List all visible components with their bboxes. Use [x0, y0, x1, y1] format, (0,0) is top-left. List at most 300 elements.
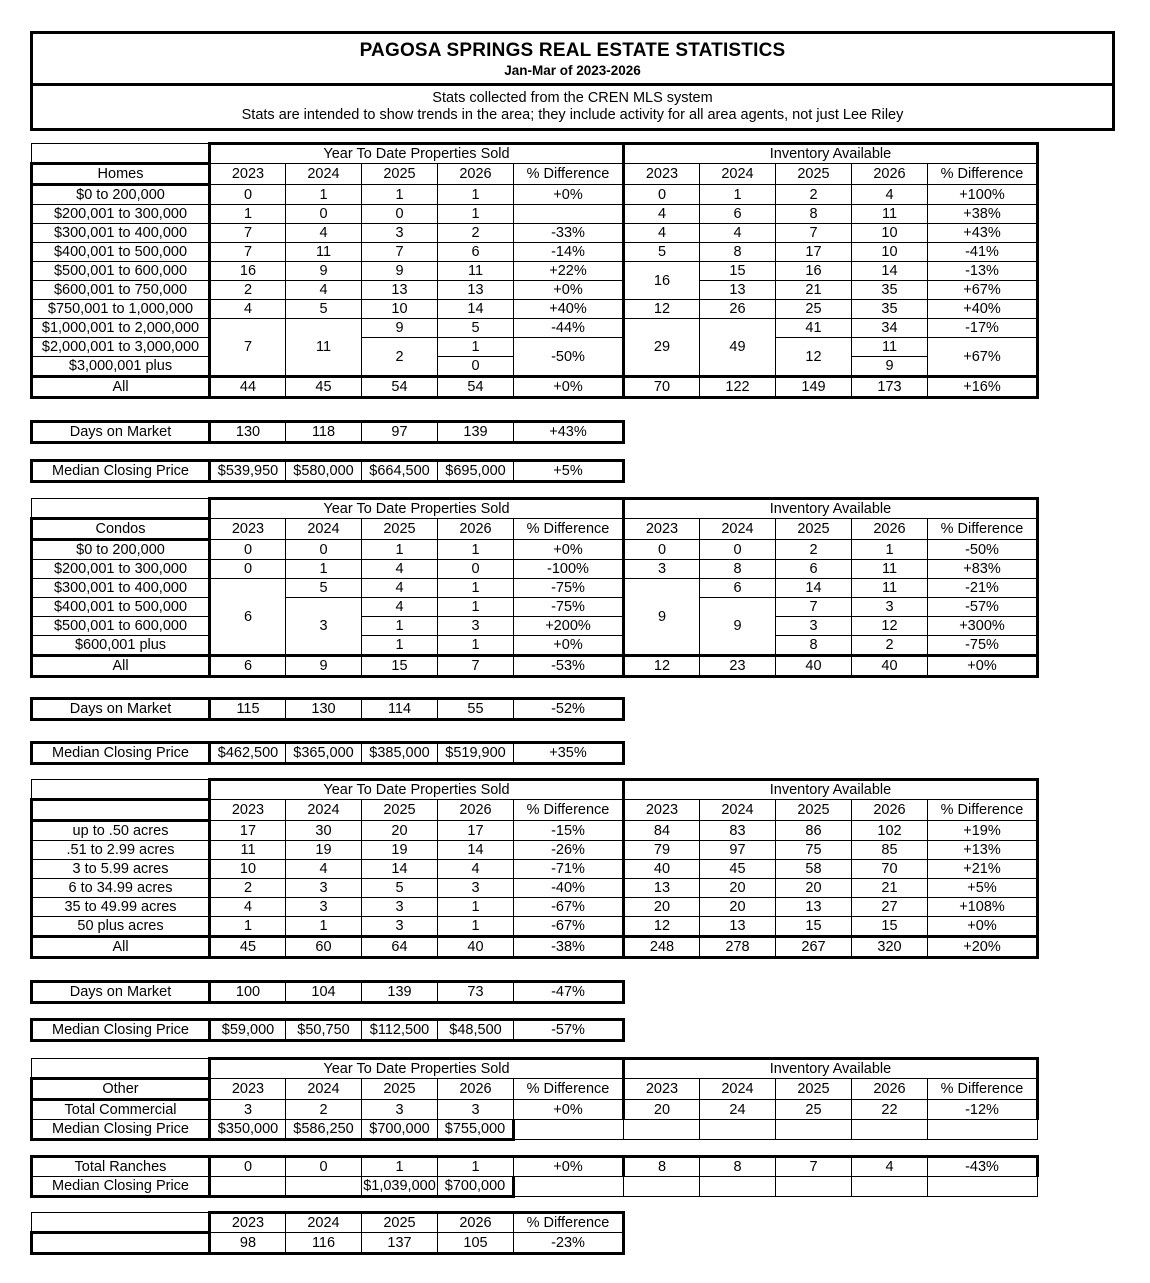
table-row [32, 422, 624, 443]
inv-2026: 4 [852, 185, 928, 205]
sold-2026: 6 [438, 243, 514, 262]
table-row [32, 300, 1038, 319]
sold-2025: 4 [362, 579, 438, 598]
inv-2023: 12 [624, 917, 700, 937]
table-row [32, 319, 1038, 338]
all-sold-2024: 9 [286, 656, 362, 677]
inv-2023-merged: 16 [624, 262, 700, 300]
inv-2026: 34 [852, 319, 928, 338]
sold-group-header: Year To Date Properties Sold [210, 499, 624, 519]
dom-2025: 97 [362, 422, 438, 443]
all-sold-pct: +0% [514, 377, 624, 398]
sold-2024: 5 [286, 300, 362, 319]
inv-2025: 7 [776, 224, 852, 243]
sold-2023: 10 [210, 860, 286, 879]
all-inv-2023: 12 [624, 656, 700, 677]
inv-2023: 20 [624, 1100, 700, 1120]
spacer-cell [928, 1120, 1038, 1140]
sold-2025: 9 [362, 319, 438, 338]
inv-2023: 0 [624, 185, 700, 205]
sold-year-2026: 2026 [438, 164, 514, 185]
sold-2023: 4 [210, 300, 286, 319]
inv-2026: 11 [852, 560, 928, 579]
row-label: up to .50 acres [32, 821, 210, 841]
table-row [32, 224, 1038, 243]
ytd-total-sales-label: YTD Total Sales [32, 1233, 210, 1254]
inv-year-2024: 2024 [700, 800, 776, 821]
inv-2024: 97 [700, 841, 776, 860]
inv-2024: 8 [700, 1157, 776, 1177]
sold-2023: 1 [210, 205, 286, 224]
sold-2024: 4 [286, 224, 362, 243]
all-sold-2026: 54 [438, 377, 514, 398]
inv-2023-merged: 29 [624, 319, 700, 377]
median-2024: $50,750 [286, 1020, 362, 1041]
inv-pct: -43% [928, 1157, 1038, 1177]
sold-2023: 0 [210, 1157, 286, 1177]
median-2025: $1,039,000 [362, 1177, 438, 1197]
sold-2026: 1 [438, 579, 514, 598]
totals-row [32, 656, 1038, 677]
sold-2023: 0 [210, 540, 286, 560]
spacer-cell [624, 1120, 700, 1140]
median-2026: $519,900 [438, 743, 514, 764]
table-row [32, 243, 1038, 262]
table-row [32, 1177, 1038, 1197]
inv-2024: 24 [700, 1100, 776, 1120]
condos-table [30, 497, 1039, 678]
inv-2024-merged: 49 [700, 319, 776, 377]
table-row [32, 743, 624, 764]
sold-2026: 1 [438, 598, 514, 617]
total-commercial-label: Total Commercial [32, 1100, 210, 1120]
all-inv-2026: 173 [852, 377, 928, 398]
ytd-2026: 105 [438, 1233, 514, 1254]
table-row [32, 540, 1038, 560]
inv-pct: +108% [928, 898, 1038, 917]
sold-pct: -40% [514, 879, 624, 898]
inv-2023: 5 [624, 243, 700, 262]
inv-2023: 3 [624, 560, 700, 579]
row-label: $400,001 to 500,000 [32, 598, 210, 617]
row-label: 50 plus acres [32, 917, 210, 937]
vacant-lots-days-on-market-table [30, 980, 625, 1004]
condos-days-on-market-table [30, 697, 625, 721]
table-row [32, 699, 624, 720]
inv-2024: 6 [700, 205, 776, 224]
dom-2023: 130 [210, 422, 286, 443]
inv-2024-merged: 9 [700, 598, 776, 656]
all-inv-2025: 40 [776, 656, 852, 677]
category-label-condos: Condos [32, 519, 210, 540]
sold-year-2026: 2026 [438, 800, 514, 821]
sold-2025: 1 [362, 617, 438, 636]
inv-2026: 15 [852, 917, 928, 937]
inv-year-2026: 2026 [852, 800, 928, 821]
sold-2026: 1 [438, 338, 514, 357]
median-2026: $695,000 [438, 461, 514, 482]
sold-2026: 13 [438, 281, 514, 300]
median-2024: $580,000 [286, 461, 362, 482]
sold-2025: 7 [362, 243, 438, 262]
group-header-row [32, 499, 1038, 519]
dom-pct: -47% [514, 982, 624, 1003]
ytd-2025: 137 [362, 1233, 438, 1254]
inv-pct: -17% [928, 319, 1038, 338]
inv-year-2025: 2025 [776, 519, 852, 540]
sold-2024: 0 [286, 1157, 362, 1177]
sold-2025: 19 [362, 841, 438, 860]
sold-2026: 1 [438, 205, 514, 224]
column-header-row [32, 1079, 1038, 1100]
inv-2026: 14 [852, 262, 928, 281]
table-row [32, 461, 624, 482]
column-header-row [32, 800, 1038, 821]
all-sold-2023: 45 [210, 937, 286, 958]
ytd-total-sales-table [30, 1211, 625, 1255]
all-sold-2025: 64 [362, 937, 438, 958]
inv-2025: 86 [776, 821, 852, 841]
sold-pct-merged: -50% [514, 338, 624, 377]
inv-2026: 70 [852, 860, 928, 879]
all-inv-2024: 23 [700, 656, 776, 677]
inv-2025: 8 [776, 205, 852, 224]
sold-year-2023: 2023 [210, 800, 286, 821]
all-inv-2024: 278 [700, 937, 776, 958]
inv-year-2026: 2026 [852, 1079, 928, 1100]
row-label: $3,000,001 plus [32, 357, 210, 377]
sold-year-2026: 2026 [438, 519, 514, 540]
inv-2026: 22 [852, 1100, 928, 1120]
other-table [30, 1057, 1039, 1141]
sold-2025: 3 [362, 224, 438, 243]
group-header-row [32, 780, 1038, 800]
inv-year-2023: 2023 [624, 800, 700, 821]
inv-year-2025: 2025 [776, 1079, 852, 1100]
sold-2025: 4 [362, 560, 438, 579]
table-row [32, 860, 1038, 879]
row-label: $400,001 to 500,000 [32, 243, 210, 262]
sold-pct-header: % Difference [514, 800, 624, 821]
sold-pct-blank [514, 205, 624, 224]
sold-2026: 1 [438, 898, 514, 917]
inv-pct-header: % Difference [928, 519, 1038, 540]
sold-year-2024: 2024 [286, 1079, 362, 1100]
sold-2025: 1 [362, 185, 438, 205]
inv-2023: 79 [624, 841, 700, 860]
inv-2023: 40 [624, 860, 700, 879]
inv-2023: 12 [624, 300, 700, 319]
inv-year-2023: 2023 [624, 519, 700, 540]
sold-year-2024: 2024 [286, 519, 362, 540]
dom-2024: 118 [286, 422, 362, 443]
group-header-row [32, 144, 1038, 164]
median-2026: $755,000 [438, 1120, 514, 1140]
totals-row [32, 937, 1038, 958]
median-2023: $539,950 [210, 461, 286, 482]
sold-2024: 11 [286, 243, 362, 262]
inv-pct: -13% [928, 262, 1038, 281]
all-sold-2024: 60 [286, 937, 362, 958]
sold-2025: 3 [362, 898, 438, 917]
ranches-median-label: Median Closing Price [32, 1177, 210, 1197]
sold-2024: 0 [286, 540, 362, 560]
all-sold-pct: -53% [514, 656, 624, 677]
table-row [32, 1233, 624, 1254]
all-inv-2025: 267 [776, 937, 852, 958]
homes-table [30, 142, 1039, 399]
sold-pct-header: % Difference [514, 519, 624, 540]
dom-2026: 55 [438, 699, 514, 720]
sold-2023: 16 [210, 262, 286, 281]
sold-2023: 17 [210, 821, 286, 841]
sold-2024: 1 [286, 560, 362, 579]
row-label: $300,001 to 400,000 [32, 224, 210, 243]
median-pct: -57% [514, 1020, 624, 1041]
sold-pct: +40% [514, 300, 624, 319]
table-row [32, 185, 1038, 205]
sold-group-header: Year To Date Properties Sold [210, 780, 624, 800]
inv-2026: 10 [852, 243, 928, 262]
table-row [32, 262, 1038, 281]
inv-pct: +19% [928, 821, 1038, 841]
median-2026: $700,000 [438, 1177, 514, 1197]
category-label-other: Other [32, 1079, 210, 1100]
inv-2024: 13 [700, 917, 776, 937]
sold-pct-header: % Difference [514, 1079, 624, 1100]
inv-2025: 17 [776, 243, 852, 262]
sold-2024: 30 [286, 821, 362, 841]
sold-2025: 20 [362, 821, 438, 841]
sold-2025: 14 [362, 860, 438, 879]
sold-2025: 9 [362, 262, 438, 281]
sold-2026: 17 [438, 821, 514, 841]
sold-pct: +200% [514, 617, 624, 636]
inv-pct-merged: +67% [928, 338, 1038, 377]
days-on-market-label: Days on Market [32, 982, 210, 1003]
all-inv-2026: 320 [852, 937, 928, 958]
median-2023: $59,000 [210, 1020, 286, 1041]
column-header-row [32, 164, 1038, 185]
median-2023-blank [210, 1177, 286, 1197]
spacer-cell [700, 1177, 776, 1197]
sold-2025: 3 [362, 917, 438, 937]
sold-pct-header: % Difference [514, 164, 624, 185]
sold-2025: 5 [362, 879, 438, 898]
inv-2024: 8 [700, 560, 776, 579]
sold-pct: -75% [514, 579, 624, 598]
inv-2024: 6 [700, 579, 776, 598]
sold-2023: 2 [210, 879, 286, 898]
sold-2023: 11 [210, 841, 286, 860]
spacer-cell [32, 144, 210, 164]
inventory-group-header: Inventory Available [624, 499, 1038, 519]
inv-pct: -21% [928, 579, 1038, 598]
dom-2023: 115 [210, 699, 286, 720]
sold-pct: +0% [514, 185, 624, 205]
inv-2024: 8 [700, 243, 776, 262]
dom-2023: 100 [210, 982, 286, 1003]
row-label: $750,001 to 1,000,000 [32, 300, 210, 319]
sold-pct: +22% [514, 262, 624, 281]
inventory-group-header: Inventory Available [624, 144, 1038, 164]
row-label: 6 to 34.99 acres [32, 879, 210, 898]
median-2025: $112,500 [362, 1020, 438, 1041]
sold-2025: 1 [362, 1157, 438, 1177]
all-sold-2023: 6 [210, 656, 286, 677]
all-inv-2024: 122 [700, 377, 776, 398]
inv-2023: 8 [624, 1157, 700, 1177]
row-label: $200,001 to 300,000 [32, 205, 210, 224]
condos-median-price-table [30, 741, 625, 765]
inv-pct: -57% [928, 598, 1038, 617]
sold-2026: 1 [438, 636, 514, 656]
table-row [32, 898, 1038, 917]
inv-year-2025: 2025 [776, 164, 852, 185]
dom-pct: -52% [514, 699, 624, 720]
dom-2025: 114 [362, 699, 438, 720]
row-label: $1,000,001 to 2,000,000 [32, 319, 210, 338]
inv-2025: 2 [776, 540, 852, 560]
inv-pct-header: % Difference [928, 800, 1038, 821]
inv-year-2026: 2026 [852, 519, 928, 540]
sold-2023-merged: 6 [210, 579, 286, 656]
spacer-cell [514, 1177, 624, 1197]
inv-pct-header: % Difference [928, 1079, 1038, 1100]
sold-pct: +0% [514, 540, 624, 560]
table-row [32, 879, 1038, 898]
inv-pct: +43% [928, 224, 1038, 243]
homes-days-on-market-table [30, 420, 625, 444]
sold-2025: 1 [362, 540, 438, 560]
sold-2026: 3 [438, 879, 514, 898]
table-row [32, 917, 1038, 937]
spacer-cell [928, 1177, 1038, 1197]
median-pct: +35% [514, 743, 624, 764]
inv-2024: 1 [700, 185, 776, 205]
days-on-market-label: Days on Market [32, 422, 210, 443]
sold-2024: 1 [286, 917, 362, 937]
median-2024-blank [286, 1177, 362, 1197]
inv-2025: 8 [776, 636, 852, 656]
row-label: $500,001 to 600,000 [32, 617, 210, 636]
sold-year-2023: 2023 [210, 519, 286, 540]
dom-2026: 73 [438, 982, 514, 1003]
inv-pct: +13% [928, 841, 1038, 860]
spacer-cell [852, 1120, 928, 1140]
inv-year-2024: 2024 [700, 519, 776, 540]
inv-2026: 102 [852, 821, 928, 841]
sold-2024: 3 [286, 898, 362, 917]
sold-2025: 4 [362, 598, 438, 617]
inv-2025: 21 [776, 281, 852, 300]
spacer-cell [776, 1120, 852, 1140]
inv-year-2025: 2025 [776, 800, 852, 821]
row-label: $200,001 to 300,000 [32, 560, 210, 579]
inv-2024: 20 [700, 879, 776, 898]
column-header-row [32, 519, 1038, 540]
inv-pct: +83% [928, 560, 1038, 579]
inv-2025: 58 [776, 860, 852, 879]
days-on-market-label: Days on Market [32, 699, 210, 720]
table-row [32, 560, 1038, 579]
median-pct: +5% [514, 461, 624, 482]
sold-2026: 5 [438, 319, 514, 338]
inv-2026: 35 [852, 281, 928, 300]
inv-2026: 11 [852, 338, 928, 357]
sold-2026: 1 [438, 185, 514, 205]
row-label: $0 to 200,000 [32, 185, 210, 205]
median-2023: $350,000 [210, 1120, 286, 1140]
sold-group-header: Year To Date Properties Sold [210, 144, 624, 164]
homes-median-price-table [30, 459, 625, 483]
table-row [32, 821, 1038, 841]
median-2025: $700,000 [362, 1120, 438, 1140]
all-sold-2026: 40 [438, 937, 514, 958]
row-label: $0 to 200,000 [32, 540, 210, 560]
sold-pct: -14% [514, 243, 624, 262]
inv-2026: 12 [852, 617, 928, 636]
sold-2026: 3 [438, 617, 514, 636]
inv-2023: 13 [624, 879, 700, 898]
inv-2025-merged: 12 [776, 338, 852, 377]
all-label: All [32, 656, 210, 677]
table-row [32, 1120, 1038, 1140]
row-label: $2,000,001 to 3,000,000 [32, 338, 210, 357]
spacer-cell [852, 1177, 928, 1197]
sold-2024: 19 [286, 841, 362, 860]
totals-row [32, 377, 1038, 398]
all-inv-2026: 40 [852, 656, 928, 677]
sold-2026: 1 [438, 540, 514, 560]
sold-group-header: Year To Date Properties Sold [210, 1059, 624, 1079]
inv-2025: 7 [776, 1157, 852, 1177]
sold-year-2025: 2025 [362, 164, 438, 185]
inv-pct: +300% [928, 617, 1038, 636]
all-sold-2026: 7 [438, 656, 514, 677]
table-row [32, 281, 1038, 300]
all-sold-pct: -38% [514, 937, 624, 958]
row-label: 3 to 5.99 acres [32, 860, 210, 879]
spacer-cell [32, 1213, 210, 1233]
sold-2024: 5 [286, 579, 362, 598]
inv-2025: 7 [776, 598, 852, 617]
ytd-year-2023: 2023 [210, 1213, 286, 1233]
sold-2026: 2 [438, 224, 514, 243]
inv-2026: 3 [852, 598, 928, 617]
inv-year-2026: 2026 [852, 164, 928, 185]
all-inv-pct: +0% [928, 656, 1038, 677]
median-2025: $385,000 [362, 743, 438, 764]
all-label: All [32, 937, 210, 958]
inv-2026: 10 [852, 224, 928, 243]
median-2023: $462,500 [210, 743, 286, 764]
sold-2023: 4 [210, 898, 286, 917]
inv-pct-header: % Difference [928, 164, 1038, 185]
inv-2026: 21 [852, 879, 928, 898]
other-ranches-table [30, 1155, 1039, 1198]
source-note: Stats collected from the CREN MLS system [432, 90, 713, 106]
sold-2024: 4 [286, 860, 362, 879]
inv-2023: 4 [624, 224, 700, 243]
inv-pct: +5% [928, 879, 1038, 898]
all-inv-2025: 149 [776, 377, 852, 398]
inv-2024: 13 [700, 281, 776, 300]
inv-2024: 45 [700, 860, 776, 879]
sold-pct: +0% [514, 1157, 624, 1177]
sold-2023: 1 [210, 917, 286, 937]
sold-year-2024: 2024 [286, 800, 362, 821]
